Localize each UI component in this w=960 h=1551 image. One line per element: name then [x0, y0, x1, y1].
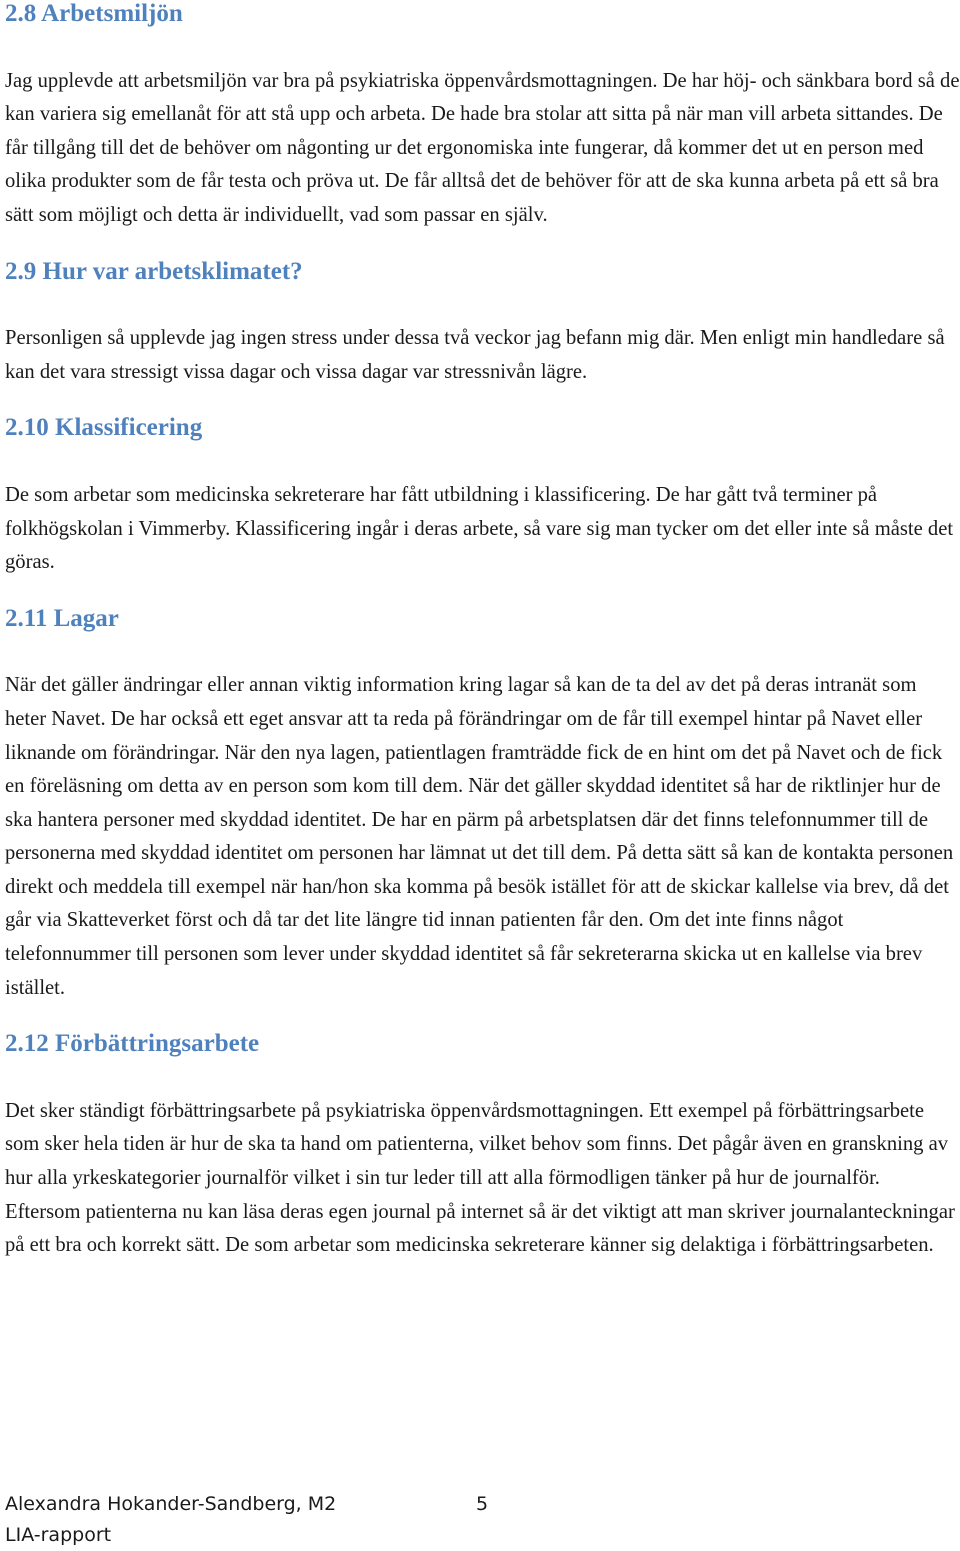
section-heading-klassificering: 2.10 Klassificering	[5, 414, 203, 442]
section-paragraph-arbetsklimatet: Personligen så upplevde jag ingen stress under dessa två veckor jag befann mig där. Men enligt min handledare så kan det vara stressigt vissa dagar och vissa dagar var stressnivån lägre.	[5, 327, 945, 383]
section-paragraph-forbattringsarbete: Det sker ständigt förbättringsarbete på psykiatriska öppenvårdsmottagningen. Ett exempel på förbättringsarbete som sker hela tiden är hur de ska ta hand om patienterna, vilket behov som finns. Det pågår även en granskning av hur alla yrkeskategorier journalför vilket i sin tur leder till att alla förmodligen tänker på hur de journalför. Eftersom patienterna nu kan läsa deras egen journal på internet så är det viktigt att man skriver journalanteckningar på ett bra och korrekt sätt. De som arbetar som medicinska sekreterare känner sig delaktiga i förbättringsarbeten.	[5, 1099, 955, 1257]
section-heading-arbetsklimatet: 2.9 Hur var arbetsklimatet?	[5, 257, 303, 285]
section-paragraph-arbetsmiljon: Jag upplevde att arbetsmiljön var bra på psykiatriska öppenvårdsmottagningen. De har höj- och sänkbara bord så de kan variera sig emellanåt för att stå upp och arbeta. De hade bra stolar att sitta på när man vill arbeta sittandes. De får tillgång till det de behöver om någonting ur det ergonomiska inte fungerar, då kommer det ut en person med olika produkter som de får testa och pröva ut. De får alltså det de behöver för att de ska kunna arbeta på ett så bra sätt som möjligt och detta är individuellt, vad som passar en själv.	[5, 69, 960, 226]
section-heading-forbattringsarbete: 2.12 Förbättringsarbete	[5, 1030, 260, 1058]
section-heading-arbetsmiljon: 2.8 Arbetsmiljön	[5, 0, 183, 27]
footer-document-type: LIA-rapport	[5, 1524, 112, 1546]
document-body	[5, 0, 960, 1263]
section-heading-lagar: 2.11 Lagar	[5, 604, 119, 632]
page-number: 5	[476, 1493, 489, 1515]
section-paragraph-klassificering: De som arbetar som medicinska sekreterare har fått utbildning i klassificering. De har gått två terminer på folkhögskolan i Vimmerby. Klassificering ingår i deras arbete, så vare sig man tycker om det eller inte så måste det göras.	[5, 483, 954, 574]
footer-author: Alexandra Hokander-Sandberg, M2	[5, 1493, 337, 1515]
page-footer	[5, 1489, 489, 1551]
section-paragraph-lagar: När det gäller ändringar eller annan viktig information kring lagar så kan de ta del av det på deras intranät som heter Navet. De har också ett eget ansvar att ta reda på förändringar om de får till exempel hintar på Navet eller liknande om förändringar. När den nya lagen, patientlagen framträdde fick de en hint om det på Navet och de fick en föreläsning om detta av en person som kom till dem. När det gäller skyddad identitet så har de riktlinjer hur de ska hantera personer med skyddad identitet. De har en pärm på arbetsplatsen där det finns telefonnummer till de personerna med skyddad identitet om personen har lämnat ut det till dem. På detta sätt så kan de kontakta personen direkt och meddela till exempel när han/hon ska komma på besök istället för att de skickar kallelse via brev, då det går via Skatteverket först och då tar det lite längre tid innan patienten får den. Om det inte finns något telefonnummer till personen som lever under skyddad identitet så får sekreterarna skicka ut en kallelse via brev istället.	[5, 674, 954, 999]
